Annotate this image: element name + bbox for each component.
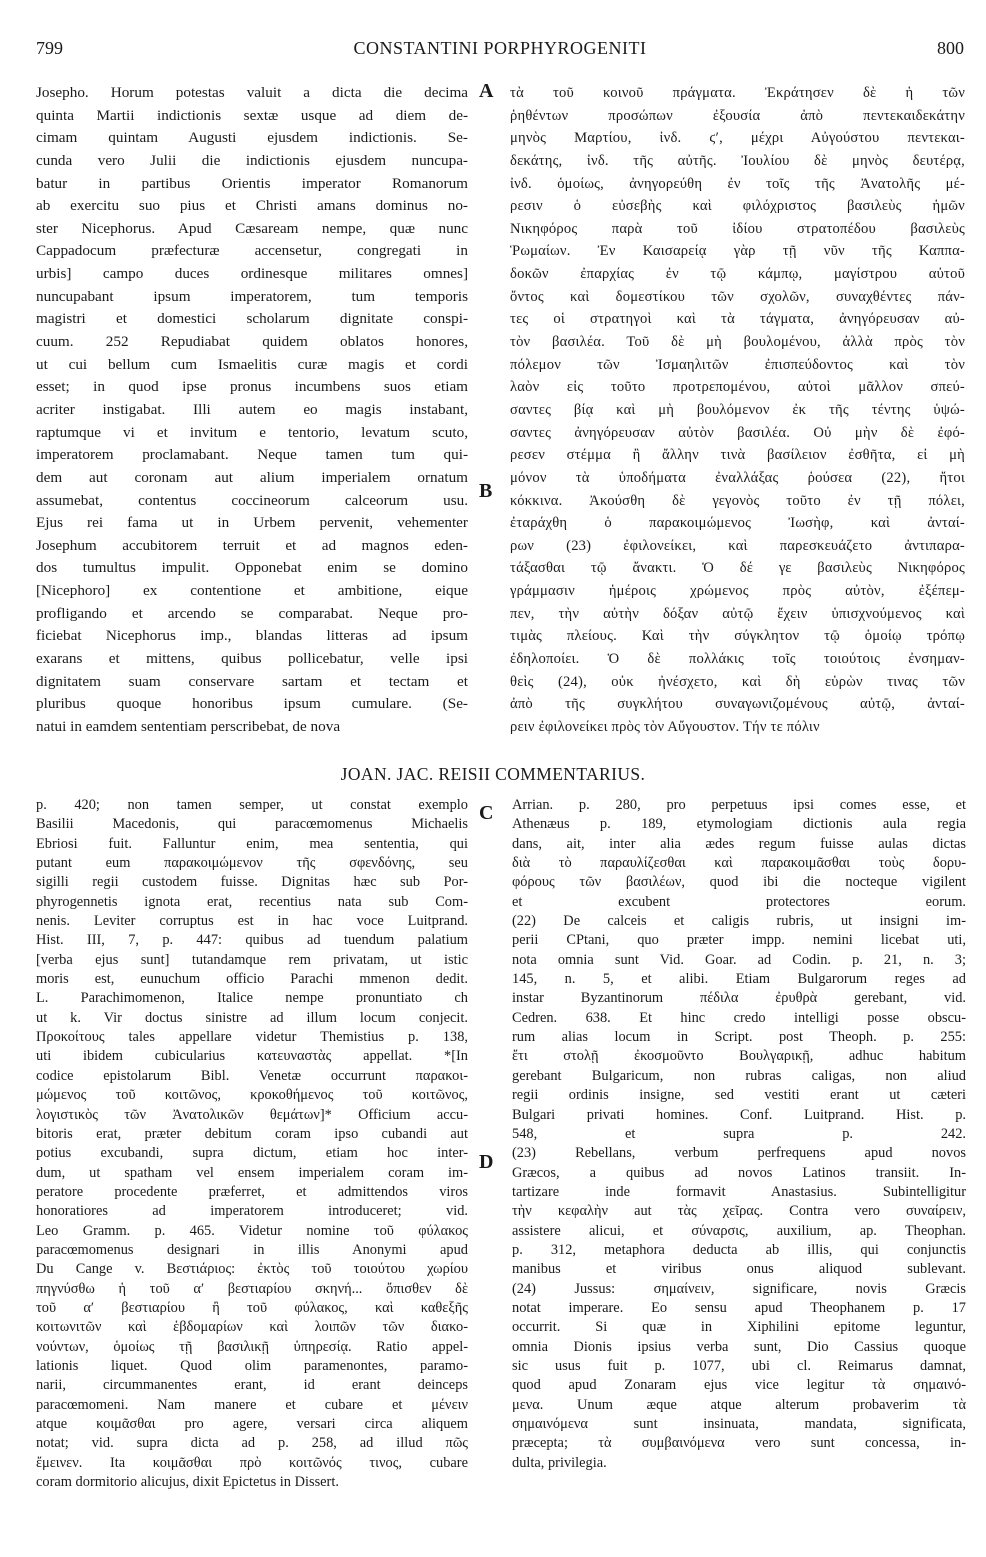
commentary-line: coram dormitorio alicujus, dixit Epictetus in Dissert. (36, 1474, 339, 1491)
greek-text-line: λαὸν εἰς τοῦτο προτρεπομένου, αὐτοὶ μᾶλλον σπεύ- (510, 379, 965, 396)
greek-text-line: τες οἱ στρατηγοὶ καὶ τὰ τάγματα, ἀνηγόρευσαν αὐ- (510, 311, 965, 328)
commentary-line: peratore procedente præferret, et admittendos viros (36, 1183, 468, 1200)
commentary-line: codice epistolarum Bibl. Venetæ occurrunt παρακοι- (36, 1067, 468, 1084)
commentary-line: Cedren. 638. Et hinc credo intelligi posse obscu- (512, 1009, 966, 1026)
commentary-line: lationis liquet. Quod olim paramenontes, paramo- (36, 1357, 468, 1374)
commentary-line: dulta, privilegia. (512, 1454, 607, 1471)
commentary-line: narii, circummanentes erant, id erant deinceps (36, 1377, 468, 1394)
commentary-left-column (36, 796, 468, 1492)
latin-text-line: quinta Martii indictionis sextæ usque ad diem de- (36, 106, 468, 124)
latin-text-line: dos tumultus impulit. Opponebat enim se domino (36, 559, 468, 577)
commentary-line: Arrian. p. 280, pro perpetuus ipsi comes esse, et (512, 797, 966, 813)
greek-text-line: ἀπὸ τῆς συγκλήτου συναγωνιζομένους αὐτῷ, ἀνταί- (510, 696, 965, 713)
commentary-line: dum, ut spatham vel ensem imperialem coram im- (36, 1164, 468, 1181)
latin-text-column (36, 82, 468, 739)
greek-text-line: κόκκινα. Ἀκούσθη δὲ γεγονὸς τοῦτο ἐν τῇ πόλει, (510, 492, 965, 509)
commentary-line: nenis. Leviter corruptus est in hac voce Luitprand. (36, 913, 468, 930)
greek-text-line: Νικηφόρος παρὰ τοῦ ἰδίου στρατοπέδου βασιλεὺς (510, 220, 965, 237)
greek-text-line: Ῥωμαίων. Ἐν Καισαρείᾳ γὰρ τῇ νῦν τῆς Καππα- (510, 243, 965, 260)
commentary-line: Basilii Macedonis, qui paracœmomenus Michaelis (36, 816, 468, 833)
latin-text-line: assumebat, contentus coccineorum calceorum usu. (36, 491, 468, 509)
commentary-line: πηγνύσθω ἡ τοῦ αʹ βεστιαρίου σκηνή... ὄπισθεν δὲ (36, 1280, 468, 1297)
greek-text-line: δεκάτης, ἰνδ. τῆς αὐτῆς. Ἰουλίου δὲ μηνὸς δευτέρᾳ, (510, 152, 965, 169)
commentary-line: νούντων, ὁμοίως τῇ βασιλικῇ ὑπηρεσίᾳ. Ratio appel- (36, 1338, 468, 1355)
latin-text-line: exarans et mittens, quibus pollicebatur, velle ipsi (36, 650, 468, 668)
commentary-line: atque κοιμᾶσθαι pro agere, versari circa aliquem (36, 1416, 468, 1432)
commentary-line: (24) Jussus: σημαίνειν, significare, novis Græcis (512, 1280, 966, 1297)
commentary-line: phyrogennetis ignota erat, recentius nata sub Com- (36, 893, 468, 910)
greek-text-line: σαντες βίᾳ καὶ μὴ βουλόμενον ἐκ τῆς τέντης ὑψώ- (510, 401, 965, 418)
commentary-line: rum alias locum in Script. post Theoph. p. 255: (512, 1029, 966, 1046)
margin-marker-a: A (479, 80, 494, 102)
commentary-line: ut k. Vir doctus sinistre ad illum locum conjecit. (36, 1009, 468, 1026)
commentary-line: L. Parachimomenon, Italice nempe pronuntiato ch (36, 990, 468, 1007)
commentary-line: manibus et viribus onus aliquod sublevant. (512, 1261, 966, 1278)
latin-text-line: urbis] campo duces ordinesque militares omnes] (36, 265, 468, 283)
commentary-line: regii ordinis insigne, sed vestiti erant ut cæteri (512, 1087, 966, 1104)
commentary-line: Bulgari privati homines. Conf. Luitprand. Hist. p. (512, 1106, 966, 1123)
commentary-line: moris est, eunuchum officio Parachi mmenon dedit. (36, 971, 468, 988)
commentary-line: præcepta; τὰ συμβαινόμενα vero sunt concessa, in- (512, 1435, 966, 1452)
greek-text-line: τὸν βασιλέα. Τοῦ δὲ μὴ βουλομένου, ἀλλὰ πρὸς τὸν (510, 334, 965, 351)
greek-text-line: σαντες ἀνηγόρευσαν αὐτὸν βασιλέα. Οὐ μὴν δὲ ἐφό- (510, 424, 965, 441)
latin-text-line: cimam quintam Augusti ejusdem indictionis. Se- (36, 129, 468, 147)
margin-marker-d: D (479, 1151, 494, 1173)
commentary-line: ἔμεινεν. Ita κοιμᾶσθαι πρὸ κοιτῶνός τινος, cubare (36, 1454, 468, 1471)
latin-text-line: natui in eamdem sententiam perscribebat, de nova (36, 717, 341, 735)
commentary-line: τοῦ αʹ βεστιαρίου ἢ τοῦ φύλακος, καὶ καθεξῆς (36, 1299, 468, 1316)
commentary-line: gerebant Bulgaricum, non rubras caligas, non aliud (512, 1067, 966, 1084)
greek-text-line: ρεσεν στέμμα ἢ ἄλλην τινὰ βασίλειον ἐσθῆτα, εἰ μὴ (510, 447, 965, 464)
commentary-line: 145, n. 5, et alibi. Etiam Bulgarorum reges ad (512, 971, 966, 988)
commentary-line: τὴν κεφαλὴν aut τὰς χεῖρας. Contra vero συναίρειν, (512, 1203, 966, 1220)
latin-text-line: esset; in quod ipse pronus incumbens suos etiam (36, 378, 468, 396)
commentary-line: bitoris erat, præter debitum coram ipso cubandi aut (36, 1125, 468, 1142)
greek-text-line: ρεσιν ὁ εὐσεβὴς καὶ φιλόχριστος βασιλεὺς ἡμῶν (510, 198, 965, 215)
commentary-line: p. 312, metaphora deducta ab illis, qui conjunctis (512, 1241, 966, 1258)
latin-text-line: ster Nicephorus. Apud Cæsaream nempe, quæ nunc (36, 219, 468, 237)
commentary-line: p. 420; non tamen semper, ut constat exemplo (36, 797, 468, 813)
commentary-line: paracœmomenus designari in illis Anonymi apud (36, 1241, 468, 1258)
commentary-line: quod apud Zonaram ejus vice legitur τὰ σημαινό- (512, 1377, 966, 1394)
commentary-line: ἔτι στολῇ ἐκοσμοῦντο Βουλγαρικῇ, adhuc habitum (512, 1048, 966, 1065)
commentary-line: omnia Dionis ipsius verba sunt, Dio Cassius quoque (512, 1338, 966, 1355)
commentary-line: assistere alicui, et σύναρσις, auxilium, ap. Theophan. (512, 1222, 966, 1239)
left-page-number: 799 (36, 38, 63, 58)
commentary-line: potius excubandi, supra dictum, etiam hoc inter- (36, 1145, 468, 1162)
commentary-line: occurrit. Si quæ in Xiphilini epitome leguntur, (512, 1319, 966, 1336)
latin-text-line: Josepho. Horum potestas valuit a dicta die decima (36, 84, 468, 101)
greek-text-column (510, 82, 965, 739)
latin-text-line: cuum. 252 Repudiabat quidem oblatos honores, (36, 333, 468, 351)
commentary-line: sic usus fuit p. 1077, ubi cl. Reimarus damnat, (512, 1357, 966, 1374)
commentary-line: et excubent protectores eorum. (512, 893, 966, 910)
commentary-line: tartizare inde formavit Anastasius. Subintelligitur (512, 1183, 966, 1200)
commentary-line: Προκοίτους tales appellare videtur Themistius p. 138, (36, 1029, 468, 1046)
commentary-line: διὰ τὸ παραυλίζεσθαι καὶ παρακοιμᾶσθαι τοὺς δορυ- (512, 855, 966, 872)
greek-text-line: ὄντος καὶ δομεστίκου τῶν σχολῶν, συναχθέντες πάν- (510, 288, 965, 305)
latin-text-line: raptumque vi et invitum e tentorio, levatum scuto, (36, 423, 468, 441)
greek-text-line: θεὶς (24), οὐκ ἠνέσχετο, καὶ δὴ εὑρὼν τινας τῶν (510, 673, 965, 690)
latin-text-line: ficiebat Nicephorus imp., blandas litteras ad ipsum (36, 627, 468, 645)
latin-text-line: imperatorem proclamabant. Neque tamen tum qui- (36, 446, 468, 464)
running-title: CONSTANTINI PORPHYROGENITI (353, 38, 647, 58)
commentary-line: 548, et supra p. 242. (512, 1125, 966, 1142)
commentary-line: notat imperare. Eo sensu apud Theophanem p. 17 (512, 1299, 966, 1316)
greek-text-line: γράμμασιν ἡμέροις χρώμενος πρὸς αὐτὸν, ἐξέπεμ- (510, 583, 965, 600)
commentary-right-column (512, 796, 966, 1473)
commentary-line: instar Byzantinorum πέδιλα ἐρυθρὰ gerebant, vid. (512, 990, 966, 1007)
greek-text-line: ρειν ἐφιλονείκει πρὸς τὸν Αὔγουστον. Τήν τε πόλιν (510, 718, 820, 735)
commentary-line: paracœmomeni. Nam manere et cubare et μένειν (36, 1396, 468, 1413)
commentary-line: Leo Gramm. p. 465. Videtur nomine τοῦ φύλακος (36, 1222, 468, 1239)
greek-text-line: ἐταράχθη ὁ παρακοιμώμενος Ἰωσὴφ, καὶ ἀνταί- (510, 515, 965, 532)
latin-text-line: dignitatem suam conservare sartam et tectam et (36, 672, 468, 690)
greek-text-line: μηνὸς Μαρτίου, ἰνδ. ϛʹ, μέχρι Αὐγούστου πεντεκαι- (510, 130, 965, 147)
commentary-line: perii CPtani, quo præter impp. nemini licebat uti, (512, 932, 966, 949)
latin-text-line: acriter instigabat. Illi autem eo magis instabant, (36, 400, 468, 418)
commentary-line: λογιστικὸς τῶν Ἀνατολικῶν θεμάτων]* Officium accu- (36, 1106, 468, 1123)
latin-text-line: dem aut coronam aut alium imperialem ornatum (36, 468, 468, 486)
commentary-line: μενα. Unum æque atque alterum probaverim τὰ (512, 1396, 966, 1413)
commentary-line: Athenæus p. 189, etymologiam dictionis aula regia (512, 816, 966, 833)
right-page-number: 800 (937, 38, 964, 58)
page-header (36, 38, 964, 66)
commentary-line: (22) De calceis et caligis rubris, ut insigni im- (512, 913, 966, 930)
greek-text-line: ῥηθέντων προσώπων ἐξουσία ἀπὸ πεντεκαιδεκάτην (510, 107, 965, 124)
greek-text-line: τὰ τοῦ κοινοῦ πράγματα. Ἐκράτησεν δὲ ἡ τῶν (510, 85, 965, 101)
greek-text-line: ἰνδ. ὁμοίως, ἀνηγορεύθη ἐν τοῖς τῆς Ἀνατολῆς μέ- (510, 175, 965, 192)
latin-text-line: cunda vero Julii die indictionis ejusdem nuncupa- (36, 151, 468, 169)
latin-text-line: profligando et arcendo se comparabat. Neque pro- (36, 604, 468, 622)
latin-text-line: Cappadocum præfecturæ accensetur, congregati in (36, 242, 468, 260)
commentary-line: putant eum παρακοιμώμενον τῆς σφενδόνης, seu (36, 855, 468, 872)
latin-text-line: pluribus quoque honoribus ipsum cumulare. (Se- (36, 695, 468, 713)
latin-text-line: [Nicephoro] ex contentione et ambitione, eique (36, 582, 468, 600)
commentary-line: uti ibidem cubicularius κατευναστὰς appellat. *[In (36, 1048, 468, 1065)
commentary-line: nota omnia sunt Vid. Goar. ad Codin. p. 21, n. 3; (512, 951, 966, 968)
commentary-line: μώμενος τοῦ κοιτῶνος, κροκοθήμενος τοῦ κοιτῶνος, (36, 1087, 468, 1104)
margin-marker-b: B (479, 480, 493, 502)
commentary-line: [verba ejus sunt] tutandamque rem privatam, ut istic (36, 951, 468, 968)
latin-text-line: Ejus rei fama ut in Urbem pervenit, vehementer (36, 514, 468, 532)
greek-text-line: πεν, τὴν αὐτὴν δόξαν αὐτῷ ἔχειν ὑπισχνούμενος καὶ (510, 605, 965, 622)
margin-marker-c: C (479, 802, 494, 824)
commentary-line: (23) Rebellans, verbum perfrequens apud novos (512, 1145, 966, 1162)
commentary-line: σημαινόμενα sunt insinuata, mandata, significata, (512, 1416, 966, 1432)
commentary-line: φόρους τῶν βασιλέων, quod ibi die nocteque vigilent (512, 874, 966, 891)
latin-text-line: magistri et domestici scholarum dignitate conspi- (36, 310, 468, 328)
commentary-heading: JOAN. JAC. REISII COMMENTARIUS. (340, 764, 646, 784)
greek-text-line: δοκῶν ἐπαρχίας ἐν τῷ κάμπῳ, μαγίστρου αὐτοῦ (510, 266, 965, 283)
greek-text-line: τάξασθαι τῷ ἄνακτι. Ὁ δέ γε βασιλεὺς Νικηφόρος (510, 560, 965, 577)
commentary-line: κοιτωνιτῶν καὶ ἑβδομαρίων καὶ λοιπῶν τῶν διακο- (36, 1319, 468, 1336)
commentary-line: sigilli regii custodem fuisse. Dignitas hæc sub Por- (36, 874, 468, 891)
latin-text-line: ab exercitu suo pius et Christi amans dominus no- (36, 197, 468, 215)
commentary-line: dans, ait, inter alia ædes regum fuisse aulas dictas (512, 835, 966, 852)
latin-text-line: ut cui bellum cum Ismaelitis curæ magis et cordi (36, 355, 468, 373)
commentary-line: Du Cange v. Βεστιάριος: ἐκτὸς τοῦ τοιούτου χωρίου (36, 1261, 468, 1278)
greek-text-line: ρων (23) ἐφιλονείκει, καὶ παρεσκευάζετο ἀντιπαρα- (510, 537, 965, 554)
commentary-line: notat; vid. supra dicta ad p. 258, ad illud πῶς (36, 1435, 468, 1452)
greek-text-line: πόλεμον τῶν Ἰσμαηλιτῶν ἐπισπεύδοντος καὶ τὸν (510, 356, 965, 373)
latin-text-line: Josephum accubitorem terruit et ad magnos eden- (36, 536, 468, 554)
commentary-line: Hist. III, 7, p. 447: quibus ad tuendum palatium (36, 932, 468, 949)
greek-text-line: μόνον τὰ ὑποδήματα ἐναλλάξας ῥούσεα (22), ἤτοι (510, 469, 965, 486)
greek-text-line: ἐδηλοποίει. Ὁ δὲ πολλάκις τοῖς τοιούτοις ἐνσημαν- (510, 651, 965, 668)
latin-text-line: nuncupabant ipsum imperatorem, tum temporis (36, 287, 468, 305)
greek-text-line: τιμὰς πλείους. Καὶ τὴν σύγκλητον τῷ ὁμοίῳ τρόπῳ (510, 628, 965, 645)
commentary-line: honoratiores ad imperatorem introduceret; vid. (36, 1203, 468, 1220)
commentary-line: Græcos, a quibus ad novos Latinos transiit. In- (512, 1164, 966, 1181)
commentary-line: Ebriosi fuit. Falluntur enim, mea sententia, qui (36, 835, 468, 852)
latin-text-line: batur in partibus Orientis imperator Romanorum (36, 174, 468, 192)
